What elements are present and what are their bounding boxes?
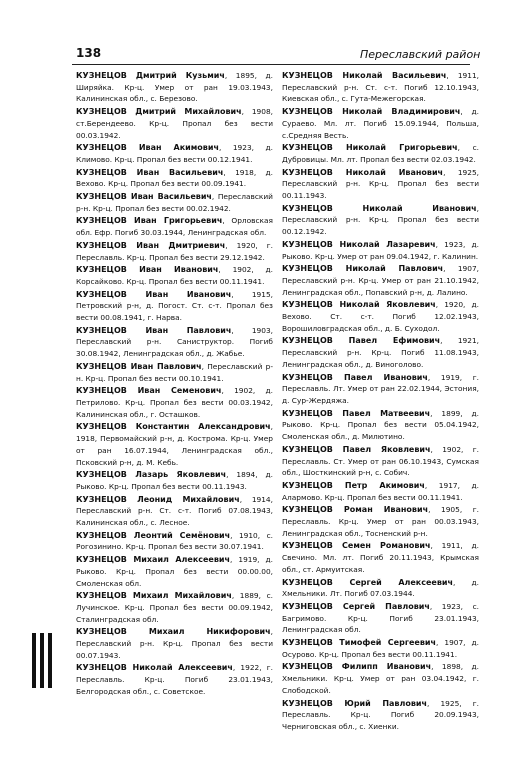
entry-details: , 1895, д. Ширяйка. Кр-ц. Умер от ран 19.03.1943, Калининская обл., с. Березово. [76, 71, 273, 104]
entry-details: , 1922, г. Переславль. Кр-ц. Погиб 23.01.1943, Белгородская обл., с. Советское. [76, 663, 273, 696]
entry [282, 239, 479, 262]
entry-details: , 1899, д. Рыково. Кр-ц. Пропал без вести 05.04.1942, Смоленская обл., д. Милютино. [282, 408, 479, 442]
entry-details: , 1908, ст.Берендеево. Кр-ц. Пропал без вести 00.03.1942. [76, 107, 274, 140]
running-head: Переславский район [360, 48, 481, 61]
entry-name: КУЗНЕЦОВ Николай Васильевич [282, 71, 447, 80]
entry [282, 577, 479, 600]
entry-name: КУЗНЕЦОВ Иван Павлович [76, 361, 202, 371]
entry-name: КУЗНЕЦОВ Павел Матвеевич [282, 408, 431, 418]
entry [282, 698, 479, 733]
entry-name: КУЗНЕЦОВ Павел Ефимович [282, 336, 441, 346]
entry-details: , 1907, д. Осурово. Кр-ц. Пропал без вести 00.11.1941. [282, 638, 479, 659]
entry-details: , 1911, д. Свечино. Мл. лт. Погиб 20.11.1943, Крымская обл., ст. Армуитская. [282, 541, 479, 574]
entry-name: КУЗНЕЦОВ Леонид Михайлович [76, 494, 240, 504]
entry-details: , 1920, д. Вехово. Ст. с-т. Погиб 12.02.1943, Ворошиловградская обл., д. Б. Суходол. [282, 300, 480, 333]
entry-details: , 1919, г. Переславль. Лт. Умер от ран 22.02.1944, Эстония, д. Сур-Жердяжа. [282, 372, 479, 405]
entry-name: КУЗНЕЦОВ Николай Владимирович [282, 107, 461, 117]
page-number: 138 [76, 46, 102, 60]
entry-name: КУЗНЕЦОВ Николай Павлович [282, 264, 444, 274]
entry-name: КУЗНЕЦОВ Иван Григорьевич [76, 216, 223, 226]
entry [76, 289, 273, 324]
entry-details: , 1923, д. Рыково. Кр-ц. Умер от ран 09.04.1942, г. Калинин. [282, 239, 480, 261]
entry-details: , д. Хмельники. Лт. Погиб 07.03.1944. [282, 577, 479, 599]
entry [282, 70, 479, 105]
section-marker [32, 633, 52, 688]
marker-bar [32, 633, 36, 688]
entry-details: , Орловская обл. Ефр. Погиб 30.03.1944, Ленинградская обл. [76, 216, 273, 238]
entry-name: КУЗНЕЦОВ Иван Акимович [76, 143, 219, 153]
entry-name: КУЗНЕЦОВ Петр Акимович [282, 480, 425, 490]
entry-details: , Переславский р-н. Кр-ц. Пропал без вести 00.10.1941. [76, 361, 273, 383]
entry-name: КУЗНЕЦОВ Филипп Иванович [282, 662, 432, 672]
entry-name: КУЗНЕЦОВ Павел Яковлевич [282, 444, 431, 454]
entry-details: , 1925, Переславский р-н. Кр-ц. Пропал без вести 00.11.1943. [282, 167, 480, 201]
entry-details: , 1923, д. Климово. Кр-ц. Пропал без вести 00.12.1941. [76, 143, 273, 164]
entry-name: КУЗНЕЦОВ Иван Иванович [76, 289, 232, 299]
entry-details: , 1894, д. Рыково. Кр-ц. Пропал без вести 00.11.1943. [76, 470, 273, 491]
marker-bar [40, 633, 44, 688]
entry-details: , 1918, Первомайский р-н, д. Кострома. Кр-ц. Умер от ран 16.07.1944, Ленинградская обл., Псковский р-н, д. М. Кебь. [76, 422, 273, 467]
entry-details: , 1902, г. Переславль. Ст. Умер от ран 06.10.1943, Сумская обл., Шосткинский р-н, с. Собич. [282, 444, 479, 478]
header-rule [72, 64, 470, 65]
entry [282, 203, 479, 238]
entry-name: КУЗНЕЦОВ Константин Александрович [76, 422, 271, 432]
entry-name: КУЗНЕЦОВ Михаил Михайлович [76, 591, 232, 601]
entry-details: , 1918, д. Вехово. Кр-ц. Пропал без вести 00.09.1941. [76, 167, 273, 189]
entry [282, 661, 479, 696]
entry-name: КУЗНЕЦОВ Николай Иванович [282, 167, 444, 177]
entry-name: КУЗНЕЦОВ Иван Иванович [76, 265, 219, 275]
entry [76, 264, 273, 287]
entry [282, 142, 479, 165]
entry-details: , 1919, д. Рыково. Кр-ц. Пропал без вести 00.00.00, Смоленская обл. [76, 555, 273, 588]
entry [76, 142, 273, 165]
entry [76, 106, 273, 141]
entry-details: , Переславский р-н. Кр-ц. Пропал без вести 00.12.1942. [282, 203, 479, 237]
entry-details: , 1903, Переславский р-н. Саниструктор. Погиб 30.08.1942, Ленинградская обл., д. Жабье. [76, 325, 273, 359]
entry-name: КУЗНЕЦОВ Николай Иванович [282, 203, 477, 213]
entry-details: , 1915, Петровский р-н, д. Погост. Ст. с-т. Пропал без вести 00.08.1941, г. Нарва. [76, 289, 273, 323]
entry-details: , 1902, д. Петрилово. Кр-ц. Пропал без вести 00.03.1942, Калининская обл., г. Осташков. [76, 386, 273, 419]
entry-details: , 1910, с. Рогозинино. Кр-ц. Пропал без вести 30.07.1941. [76, 530, 274, 552]
entry-details: , Переславский р-н. Кр-ц. Пропал без вести 00.02.1942. [76, 192, 273, 213]
entry-details: , Переславский р-н. Кр-ц. Пропал без вести 00.07.1943. [76, 627, 273, 660]
entry-name: КУЗНЕЦОВ Дмитрий Кузьмич [76, 71, 225, 80]
entry-name: КУЗНЕЦОВ Николай Григорьевич [282, 143, 458, 153]
entry-name: КУЗНЕЦОВ Сергей Алексеевич [282, 577, 453, 587]
entry-details: , 1914, Переславский р-н. Ст. с-т. Погиб 07.08.1943, Калининская обл., с. Лесное. [76, 494, 273, 528]
entry-details: , 1902, д. Корсайково. Кр-ц. Пропал без вести 00.11.1941. [76, 265, 274, 286]
entry [76, 554, 273, 589]
entry-details: , 1889, с. Лучинское. Кр-ц. Пропал без вести 00.09.1942, Сталинградская обл. [76, 591, 273, 624]
right-column [282, 70, 479, 734]
entry-name: КУЗНЕЦОВ Семен Романович [282, 541, 431, 551]
entry-name: КУЗНЕЦОВ Роман Иванович [282, 505, 429, 515]
entry-name: КУЗНЕЦОВ Иван Павлович [76, 325, 232, 335]
entry [282, 601, 479, 636]
entry-name: КУЗНЕЦОВ Николай Алексеевич [76, 663, 233, 673]
entry-name: КУЗНЕЦОВ Иван Дмитриевич [76, 240, 226, 250]
entry-name: КУЗНЕЦОВ Иван Васильевич [76, 192, 212, 202]
entry-details: , 1911, Переславский р-н. Ст. с-т. Погиб 12.10.1943, Киевская обл., с. Гута-Межегорская. [282, 71, 479, 104]
entry [282, 408, 479, 443]
entry [282, 504, 479, 539]
entry-details: , 1917, д. Алармово. Кр-ц. Пропал без вести 00.11.1941. [282, 480, 479, 502]
entry-name: КУЗНЕЦОВ Николай Яковлевич [282, 300, 436, 310]
entry [76, 494, 273, 529]
entry-name: КУЗНЕЦОВ Лазарь Яковлевич [76, 470, 227, 480]
entry-name: КУЗНЕЦОВ Тимофей Сергеевич [282, 638, 437, 648]
entry [282, 480, 479, 503]
marker-bar [48, 633, 52, 688]
entry-details: , 1921, Переславский р-н. Кр-ц. Погиб 11.08.1943, Ленинградская обл., д. Виноголово. [282, 336, 479, 369]
entry [282, 106, 479, 141]
entry [76, 167, 273, 190]
entry-details: , д. Сураево. Мл. лт. Погиб 15.09.1944, Польша, с.Средняя Весть. [282, 107, 479, 140]
entry [282, 444, 479, 479]
entry [76, 590, 273, 625]
entry [282, 540, 479, 575]
entry [282, 335, 479, 370]
entry-name: КУЗНЕЦОВ Сергей Павлович [282, 601, 430, 611]
entry [76, 421, 273, 468]
entry [76, 361, 273, 384]
entry-details: , 1898, д. Хмельники. Кр-ц. Умер от ран 03.04.1942, г. Слободской. [282, 662, 480, 695]
entry [76, 70, 273, 105]
entry [282, 372, 479, 407]
entry-details: , 1920, г. Переславль. Кр-ц. Пропал без вести 29.12.1942. [76, 240, 273, 262]
entry-name: КУЗНЕЦОВ Юрий Павлович [282, 698, 427, 708]
left-column [76, 70, 273, 699]
entry [76, 325, 273, 360]
entry-name: КУЗНЕЦОВ Николай Лазаревич [282, 239, 436, 249]
entry [76, 469, 273, 492]
entry-details: , с. Дубровицы. Мл. лт. Пропал без вести 02.03.1942. [282, 143, 479, 164]
entry [282, 637, 479, 660]
entry-name: КУЗНЕЦОВ Михаил Алексеевич [76, 555, 231, 565]
entry-name: КУЗНЕЦОВ Леонтий Семёнович [76, 530, 231, 540]
entry-name: КУЗНЕЦОВ Дмитрий Михайлович [76, 107, 242, 117]
entry [76, 626, 273, 661]
entry-details: , 1905, г. Переславль. Кр-ц. Умер от ран 00.03.1943, Ленинградская обл., Тосненский р-н. [282, 505, 479, 538]
entry-name: КУЗНЕЦОВ Павел Иванович [282, 372, 428, 382]
entry [76, 385, 273, 420]
entry-details: , 1925, г. Переславль. Кр-ц. Погиб 20.09.1943, Черниговская обл., с. Хиенки. [282, 698, 479, 731]
entry-name: КУЗНЕЦОВ Иван Семенович [76, 386, 222, 396]
entry [76, 662, 273, 697]
entry [282, 263, 479, 298]
entry-name: КУЗНЕЦОВ Михаил Никифорович [76, 627, 271, 637]
entry-details: , 1923, с. Багримово. Кр-ц. Погиб 23.01.1943, Ленинградская обл. [282, 601, 479, 635]
entry [282, 167, 479, 202]
entry [76, 240, 273, 263]
entry [282, 299, 479, 334]
entry-name: КУЗНЕЦОВ Иван Васильевич [76, 167, 224, 177]
entry-details: , 1907, Переславский р-н. Кр-ц. Умер от ран 21.10.1942, Ленинградская обл., Попавский р-н, д. Лалино. [282, 264, 480, 297]
entry [76, 530, 273, 553]
entry [76, 215, 273, 238]
entry [76, 191, 273, 214]
